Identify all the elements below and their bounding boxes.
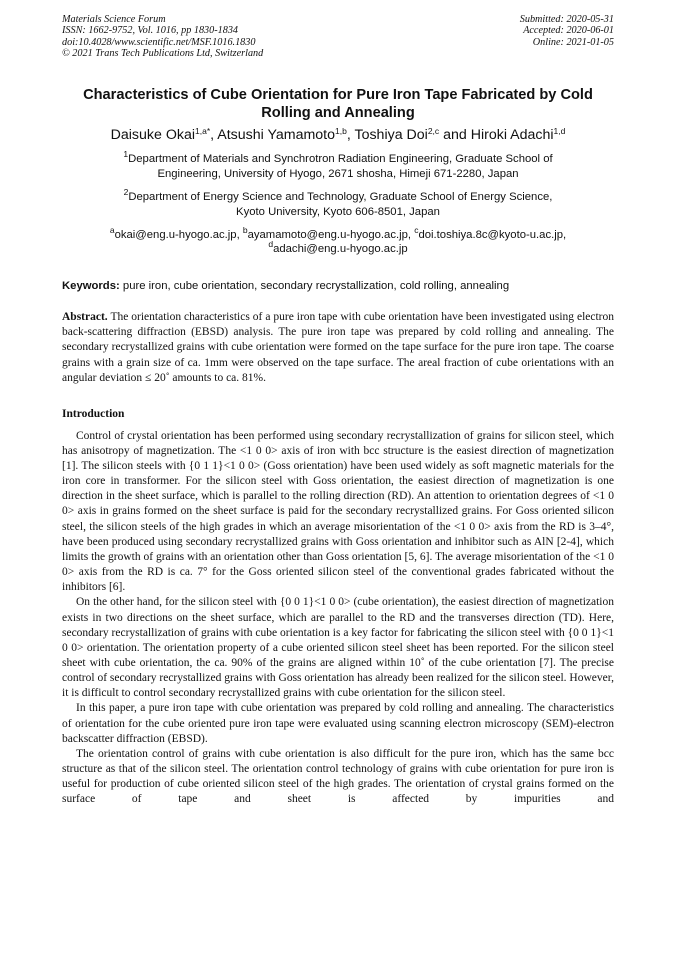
issn-volume: ISSN: 1662-9752, Vol. 1016, pp 1830-1834 <box>62 25 239 37</box>
email-sup: b <box>242 224 248 235</box>
email-sup: c <box>414 224 419 235</box>
email-sep: , <box>407 228 415 241</box>
author-name: Daisuke Okai <box>110 126 196 143</box>
doi[interactable]: doi:10.4028/www.scientific.net/MSF.1016.1830 <box>62 36 256 48</box>
email-sup: a <box>109 224 115 235</box>
affiliation-line: Department of Energy Science and Technology, Graduate School of Energy Science, <box>128 190 553 203</box>
email-address[interactable]: adachi@eng.u-hyogo.ac.jp <box>273 243 408 256</box>
author-sup: 1,a* <box>195 125 211 136</box>
submitted-date: Submitted: 2020-05-31 <box>519 14 614 25</box>
email-sup: d <box>268 239 274 250</box>
introduction-heading: Introduction <box>62 407 125 420</box>
affiliation-line: Kyoto University, Kyoto 606-8501, Japan <box>236 205 440 218</box>
journal-name: Materials Science Forum <box>62 14 166 25</box>
intro-paragraph-4: The orientation control of grains with cube orientation is also difficult for the pure iron, which has the same bcc structure as that of the silicon steel. The orientation control technology of grains with cube orientation for pure iron is useful for production of cube oriented silicon steel of the high grades. The orientation of crystal grains formed on the surface of tape and sheet is affected by impurities and <box>62 747 614 806</box>
email-address[interactable]: doi.toshiya.8c@kyoto-u.ac.jp, <box>418 228 567 241</box>
paper-page <box>62 14 614 808</box>
author-list <box>62 126 614 144</box>
affiliation-sup: 2 <box>123 186 129 197</box>
author-name: Hiroki Adachi <box>470 126 554 143</box>
author-name: Toshiya Doi <box>354 126 428 143</box>
intro-paragraph-3: In this paper, a pure iron tape with cube orientation was prepared by cold rolling and annealing. The characteristics of orientation for the cube oriented pure iron tape were evaluated using scanning electron microscopy (SEM)-electron backscatter diffraction (EBSD). <box>62 702 614 745</box>
abstract <box>62 310 614 387</box>
affiliation-line: Engineering, University of Hyogo, 2671 shosha, Himeji 671-2280, Japan <box>157 167 519 180</box>
author-sup: 2,c <box>427 125 440 136</box>
author-sup: 1,b <box>335 125 347 136</box>
abstract-text: The orientation characteristics of a pure iron tape with cube orientation have been investigated using electron back-scattering diffraction (EBSD) analysis. The pure iron tape was prepared by cold rolling and annealing. The secondary recrystallized grains with cube orientation were formed on the tape surface for the pure iron tape. The coarse grains with a grain size of ca. 1mm were observed on the tape surface. The areal fraction of cube orientations with an angular deviation ≤ 20˚ amounts to ca. 81%. <box>62 310 615 385</box>
keywords-text: pure iron, cube orientation, secondary recrystallization, cold rolling, annealing <box>122 279 510 292</box>
online-date: Online: 2021-01-05 <box>532 36 614 48</box>
affiliation-2 <box>62 186 614 220</box>
email-sep: , <box>236 228 243 241</box>
email-address[interactable]: ayamamoto@eng.u-hyogo.ac.jp <box>247 228 408 241</box>
journal-info <box>62 14 263 60</box>
intro-paragraph-1: Control of crystal orientation has been performed using secondary recrystallization of grains for silicon steel, which has anisotropy of magnetization. The <1 0 0> axis of iron with bcc structure is the easiest direction of magnetization [1]. The silicon steels with {0 1 1}<1 0 0> (Goss orientation) have been used widely as soft magnetic materials for the iron core in transformer. For the silicon steel with Goss orientation, the easiest direction of magnetization is one direction in the sheet surface, which is parallel to the rolling direction (RD). An attention to orientation degrees of <1 0 0> axis in grains formed on the sheet surface is paid for the secondary recrystallized grains. For Goss oriented silicon steel, the silicon steels of the high grades in which an average misorientation of the <1 0 0> axis from the RD is 3–4°, have been produced using secondary recrystallized grains with Goss orientation and inhibitor such as AlN [2-4], which limits the growth of grains with an orientation other than Goss orientation [5, 6]. The average misorientation of the <1 0 0> axis from the RD is ca. 7° for the Goss oriented silicon steel of the conventional grades fabricated without the inhibitors [6]. <box>62 429 614 594</box>
author-sep: , <box>346 126 355 143</box>
affiliation-sup: 1 <box>123 148 129 159</box>
paper-title: Characteristics of Cube Orientation for Pure Iron Tape Fabricated by Cold Rolling and Annealing <box>83 86 593 121</box>
intro-paragraph-2: On the other hand, for the silicon steel with {0 0 1}<1 0 0> (cube orientation), the easiest direction of magnetization exists in two directions on the sheet surface, which are parallel to the RD and the transverses direction (TD). Here, secondary recrystallization of grains with cube orientation is a key factor for fabricating the silicon steel with {0 0 1}<1 0 0> orientation. The orientation property of a cube oriented silicon steel sheet has been reported. For the silicon steel sheet with cube orientation, the ca. 90% of the grains are aligned within 10˚ of the cube orientation [7]. The precise control of secondary recrystallized grains with Goss orientation has already been realized for the silicon steel. However, it is difficult to control secondary recrystallized grains with cube orientation for the silicon steel. <box>62 596 614 700</box>
email-list <box>62 224 614 257</box>
publication-dates <box>520 14 614 60</box>
journal-header <box>62 14 614 60</box>
abstract-label: Abstract. <box>62 310 108 323</box>
author-sup: 1,d <box>553 125 566 136</box>
accepted-date: Accepted: 2020-06-01 <box>523 25 614 37</box>
email-address[interactable]: okai@eng.u-hyogo.ac.jp <box>114 228 237 241</box>
author-name: Atsushi Yamamoto <box>217 126 336 143</box>
author-sep: , <box>210 126 218 143</box>
copyright: © 2021 Trans Tech Publications Ltd, Switzerland <box>62 48 264 60</box>
affiliation-1 <box>62 148 614 182</box>
keywords-label: Keywords: <box>62 279 120 292</box>
keywords <box>62 279 614 293</box>
affiliation-line: Department of Materials and Synchrotron Radiation Engineering, Graduate School of <box>128 152 553 165</box>
author-sep: and <box>439 126 471 143</box>
